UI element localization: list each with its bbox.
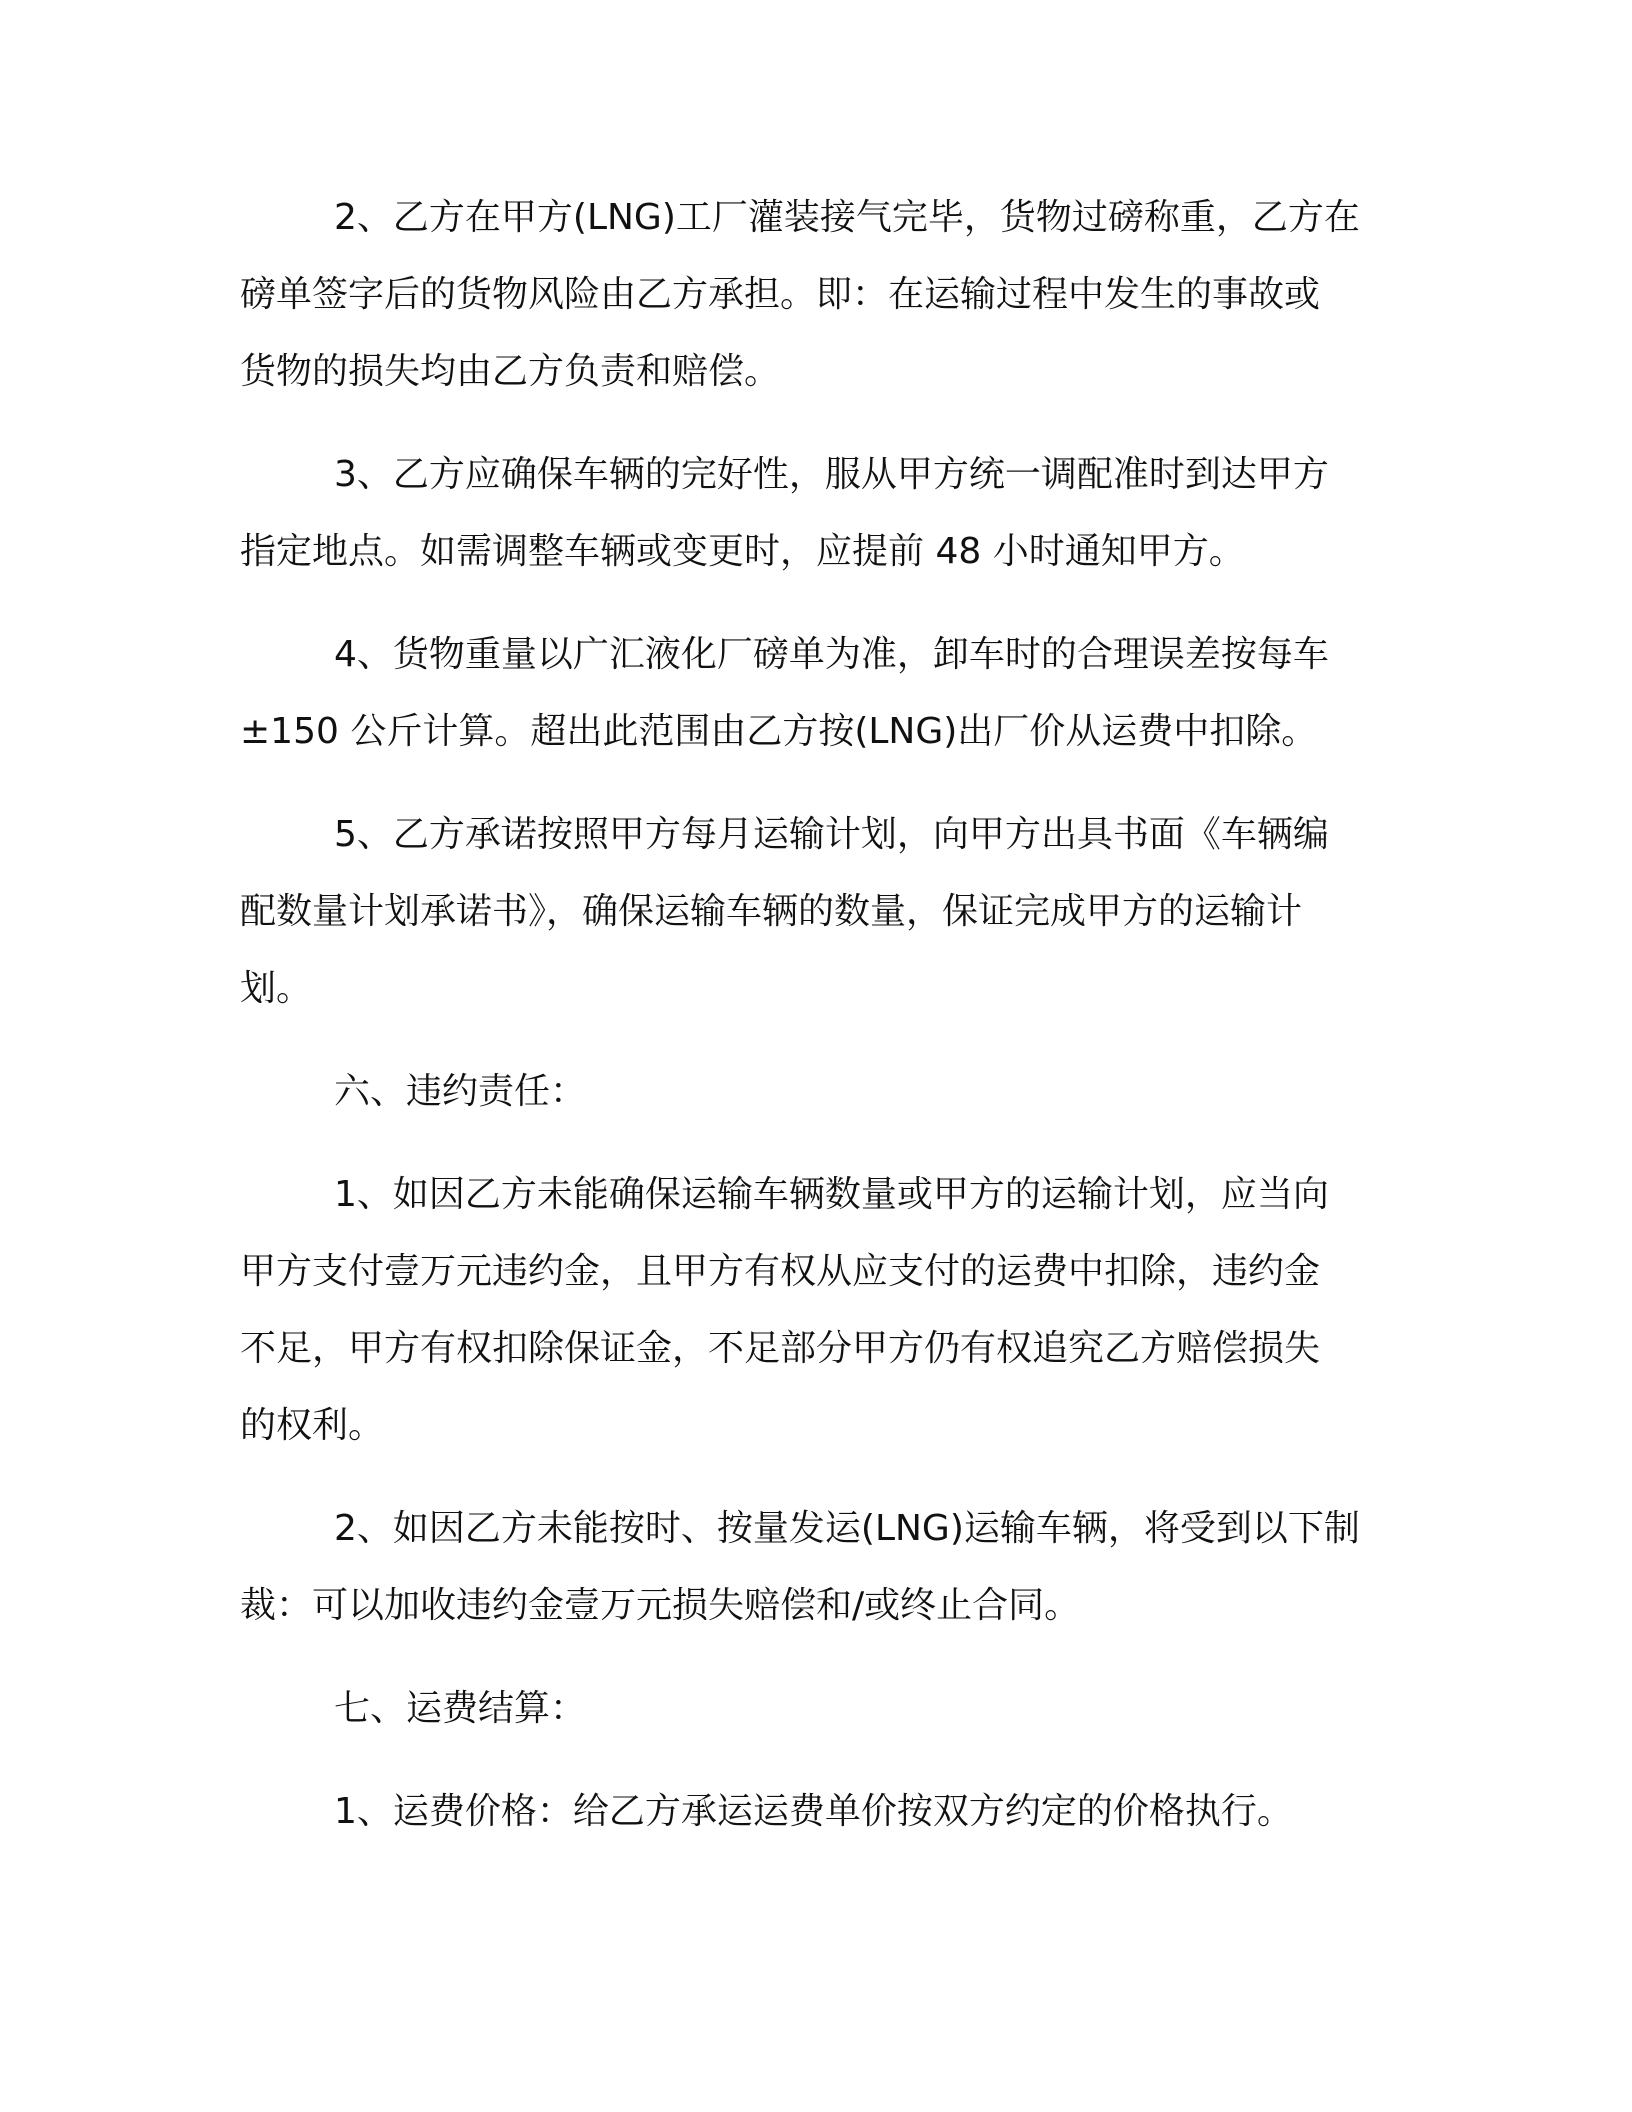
text-line: 划。 <box>240 968 313 1009</box>
paragraph <box>240 436 1400 590</box>
paragraph <box>240 1156 1400 1464</box>
paragraph <box>240 179 1400 410</box>
text-line: 七、运费结算： <box>334 1688 587 1729</box>
text-line: 不足，甲方有权扣除保证金，不足部分甲方仍有权追究乙方赔偿损失 <box>240 1328 1321 1369</box>
text-line: 甲方支付壹万元违约金，且甲方有权从应支付的运费中扣除，违约金 <box>240 1251 1321 1292</box>
text-line: 的权利。 <box>240 1405 385 1446</box>
text-line: 配数量计划承诺书》，确保运输车辆的数量，保证完成甲方的运输计 <box>240 891 1303 932</box>
document-body <box>240 179 1400 1876</box>
text-line: 1、如因乙方未能确保运输车辆数量或甲方的运输计划，应当向 <box>334 1174 1329 1215</box>
text-line: 指定地点。如需调整车辆或变更时，应提前 48 小时通知甲方。 <box>240 531 1245 572</box>
paragraph <box>240 1670 1400 1747</box>
paragraph <box>240 1773 1400 1850</box>
text-line: 2、乙方在甲方(LNG)工厂灌装接气完毕，货物过磅称重，乙方在 <box>334 197 1360 238</box>
paragraph <box>240 1490 1400 1644</box>
text-line: 磅单签字后的货物风险由乙方承担。即：在运输过程中发生的事故或 <box>240 274 1321 315</box>
text-line: 六、违约责任： <box>334 1071 587 1112</box>
paragraph <box>240 616 1400 770</box>
paragraph <box>240 796 1400 1027</box>
text-line: 1、运费价格：给乙方承运运费单价按双方约定的价格执行。 <box>334 1791 1293 1832</box>
text-line: 4、货物重量以广汇液化厂磅单为准，卸车时的合理误差按每车 <box>334 634 1329 675</box>
paragraph <box>240 1053 1400 1130</box>
text-line: 5、乙方承诺按照甲方每月运输计划，向甲方出具书面《车辆编 <box>334 814 1329 855</box>
text-line: 货物的损失均由乙方负责和赔偿。 <box>240 351 781 392</box>
text-line: 裁：可以加收违约金壹万元损失赔偿和/或终止合同。 <box>240 1585 1081 1626</box>
text-line: 2、如因乙方未能按时、按量发运(LNG)运输车辆，将受到以下制 <box>334 1508 1360 1549</box>
text-line: 3、乙方应确保车辆的完好性，服从甲方统一调配准时到达甲方 <box>334 454 1329 495</box>
text-line: ±150 公斤计算。超出此范围由乙方按(LNG)出厂价从运费中扣除。 <box>240 711 1318 752</box>
